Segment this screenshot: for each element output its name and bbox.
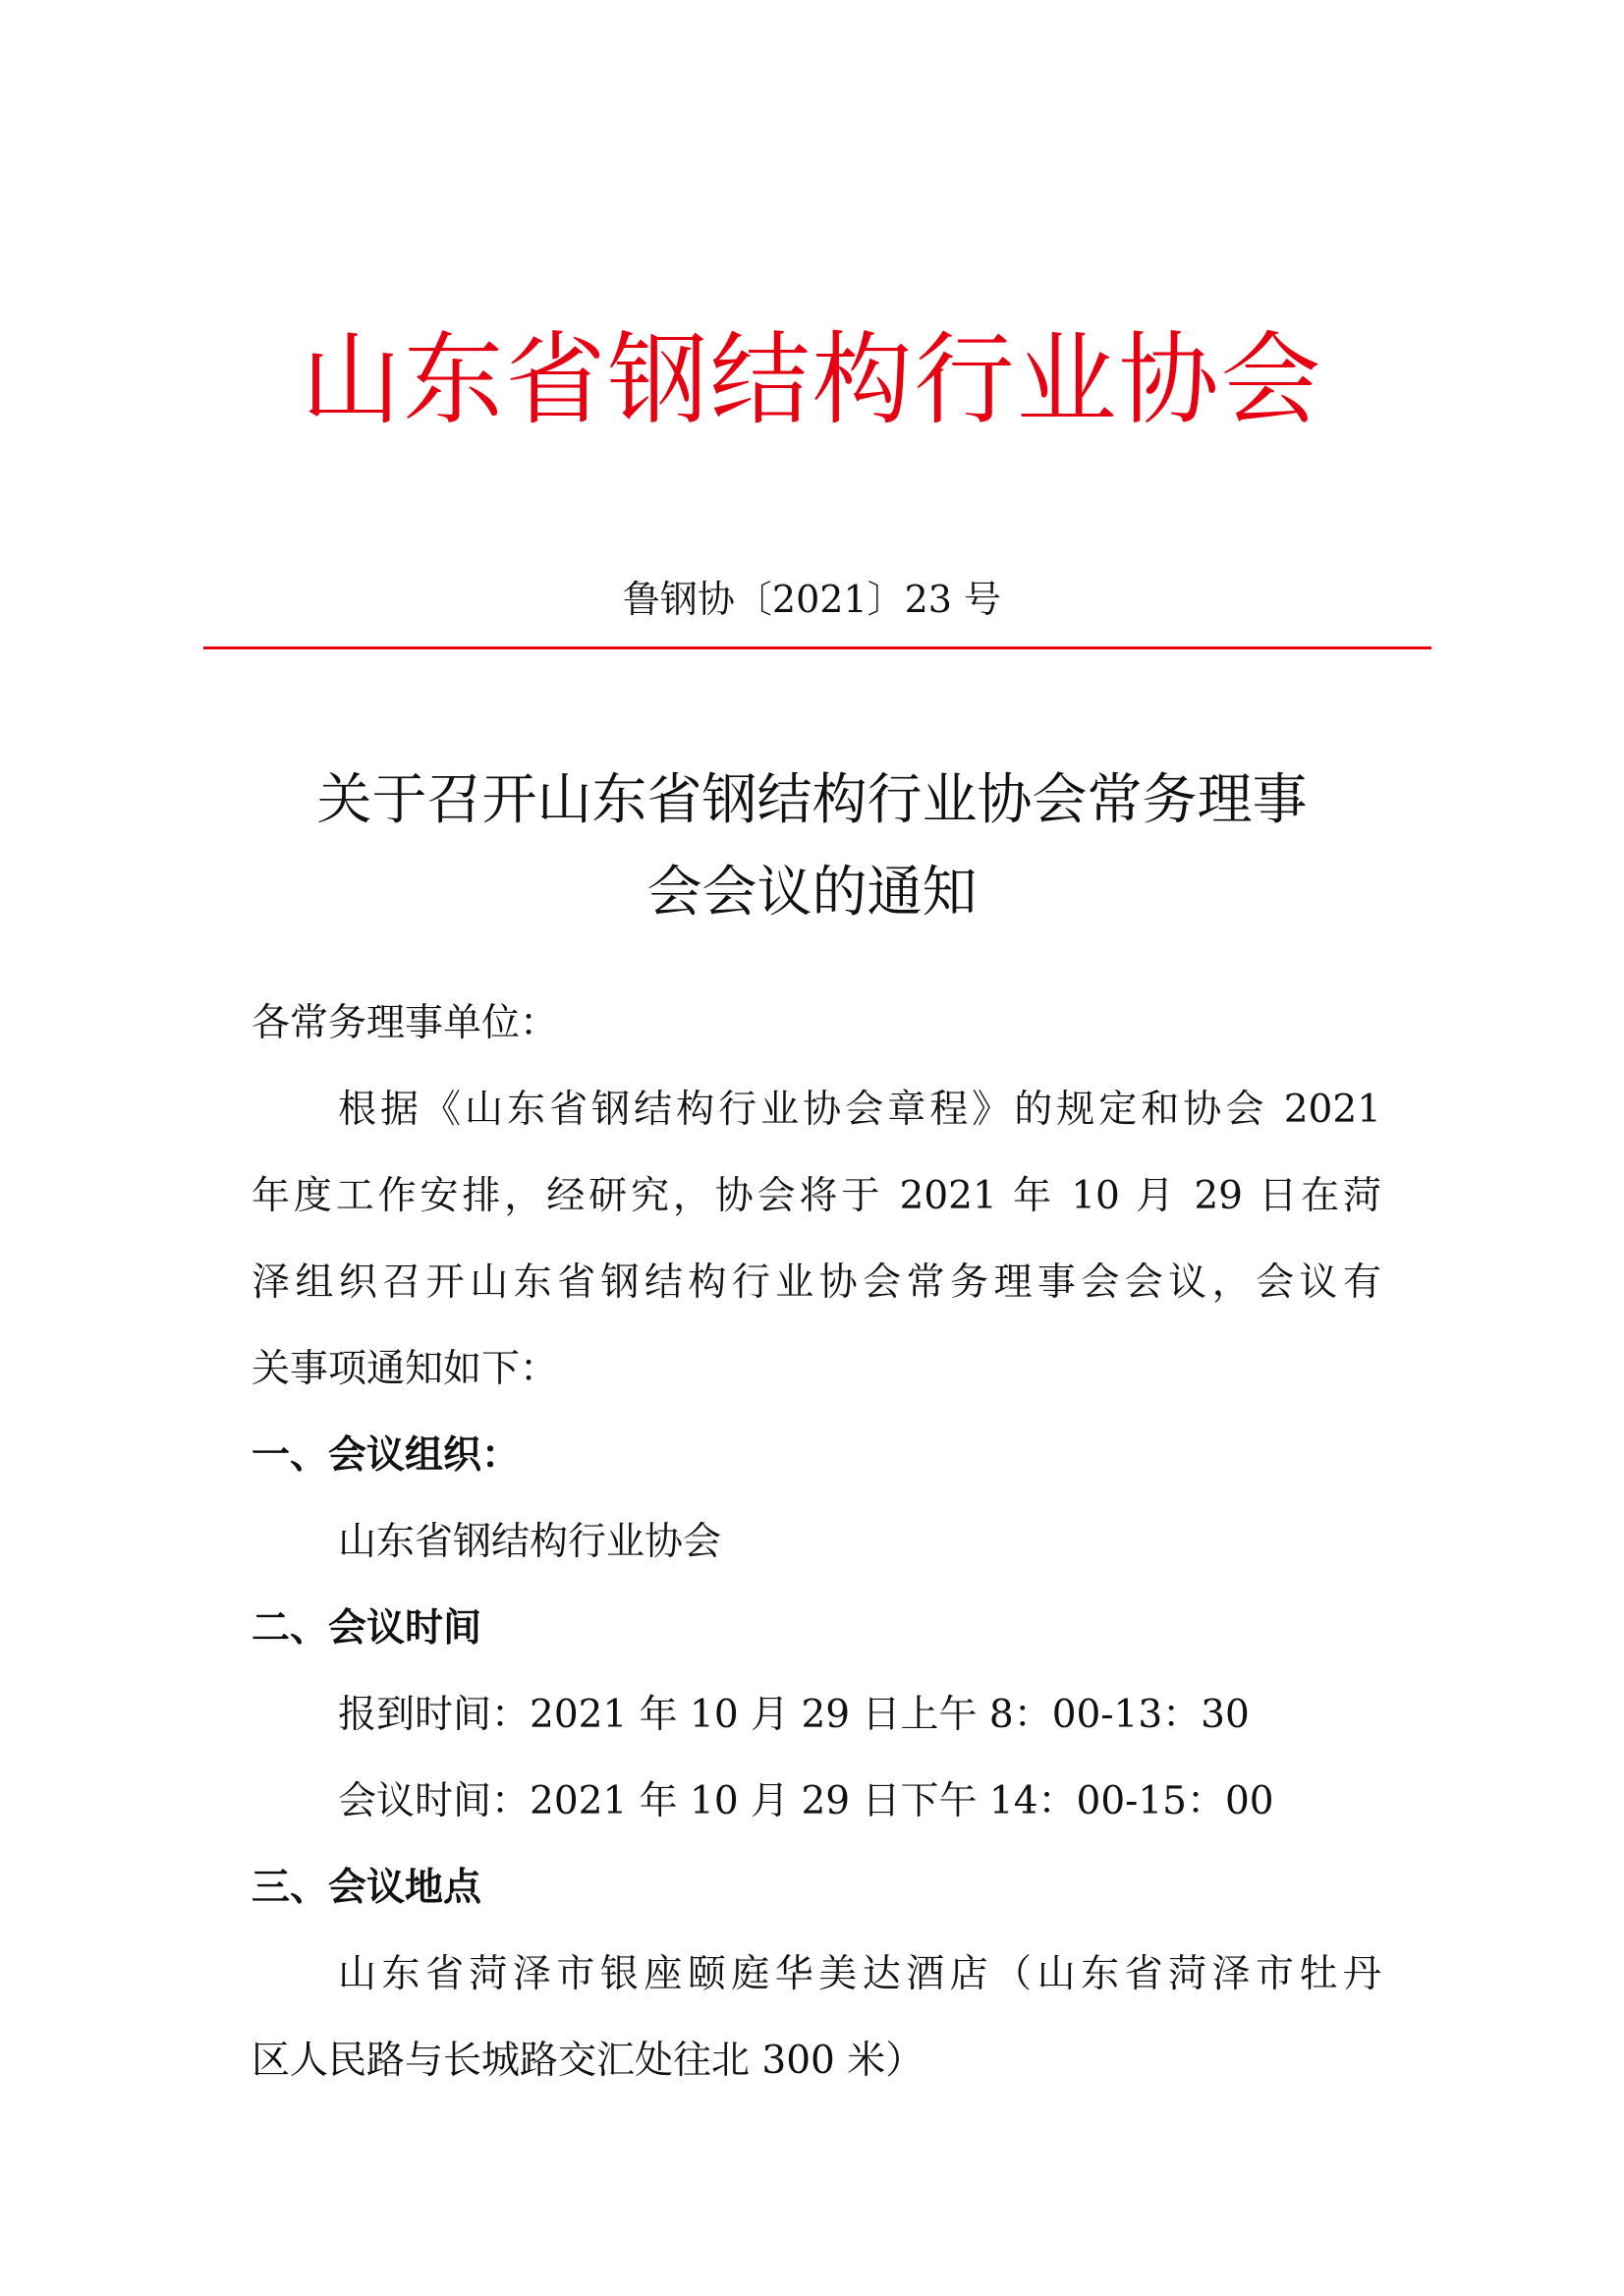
- notice-title-line-1: 关于召开山东省钢结构行业协会常务理事: [316, 768, 1308, 832]
- section-time-line-2: 会议时间：2021 年 10 月 29 日下午 14：00-15：00: [338, 1779, 1274, 1823]
- red-divider: [203, 646, 1431, 649]
- section-location-line-1: 山东省菏泽市银座颐庭华美达酒店（山东省菏泽市牡丹: [338, 1952, 1381, 1996]
- organization-name: 山东省钢结构行业协会: [301, 322, 1323, 439]
- intro-line-1: 根据《山东省钢结构行业协会章程》的规定和协会 2021: [338, 1088, 1381, 1132]
- notice-title-line-2: 会会议的通知: [646, 861, 978, 924]
- notice-title: [0, 755, 1624, 939]
- section-heading-organizer: 一、会议组织：: [252, 1433, 521, 1478]
- section-location-line-2: 区人民路与长城路交汇处往北 300 米）: [252, 2039, 924, 2083]
- section-heading-time: 二、会议时间: [252, 1606, 482, 1651]
- section-organizer-line-1: 山东省钢结构行业协会: [338, 1520, 722, 1564]
- intro-line-4: 关事项通知如下：: [252, 1347, 559, 1391]
- section-heading-location: 三、会议地点: [252, 1866, 482, 1910]
- section-time-line-1: 报到时间：2021 年 10 月 29 日上午 8：00-13：30: [338, 1693, 1250, 1737]
- intro-line-3: 泽组织召开山东省钢结构行业协会常务理事会会议，会议有: [252, 1260, 1381, 1305]
- intro-line-2: 年度工作安排，经研究，协会将于 2021 年 10 月 29 日在菏: [252, 1174, 1381, 1218]
- salutation: 各常务理事单位：: [252, 1001, 559, 1045]
- document-number: 鲁钢协〔2021〕23 号: [622, 578, 1002, 621]
